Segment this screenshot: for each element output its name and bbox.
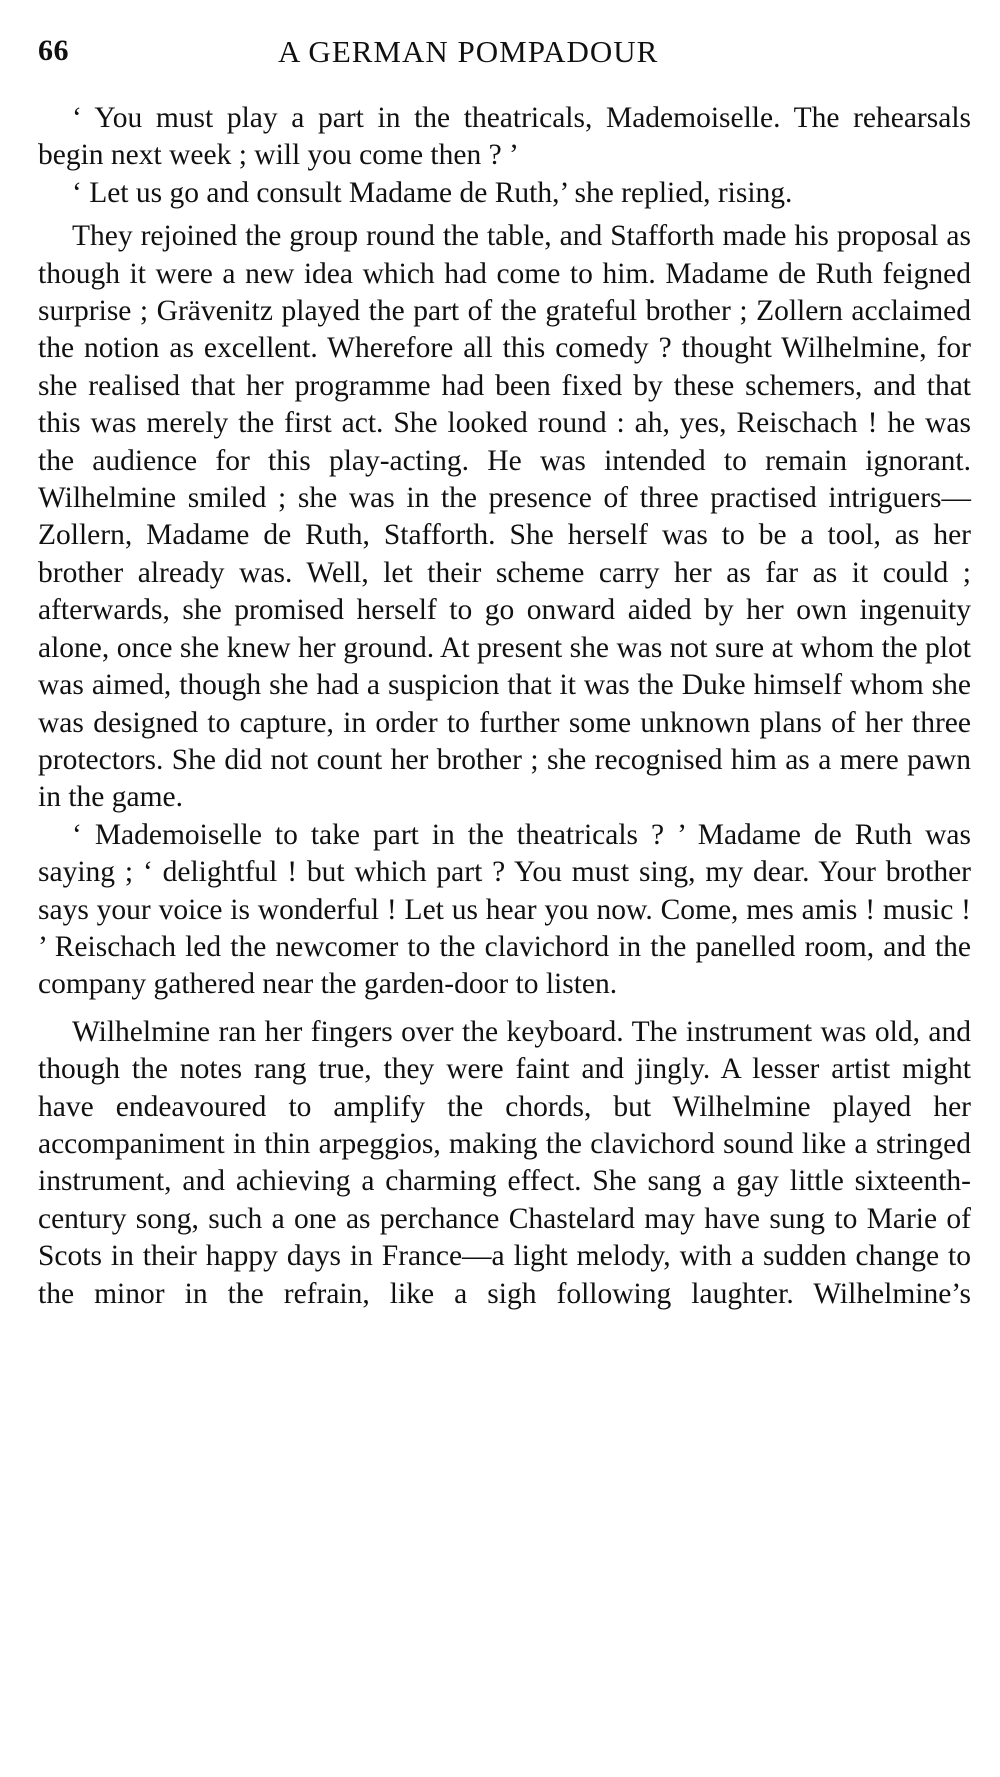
page-number: 66: [38, 34, 69, 67]
paragraph-4: ‘ Mademoiselle to take part in the theatricals ? ’ Madame de Ruth was saying ; ‘ delightful ! but which part ? You must sing, my dear. Your brother says your voice is wonderful ! Let us hear you now. Come, mes amis ! music ! ’ Reischach led the newcomer to the clavichord in the panelled room, and the company gathered near the garden-door to listen.: [38, 818, 971, 1001]
paragraph-3: They rejoined the group round the table, and Stafforth made his proposal as though it were a new idea which had come to him. Madame de Ruth feigned surprise ; Grävenitz played the part of the grateful brother ; Zollern acclaimed the notion as excellent. Wherefore all this comedy ? thought Wilhelmine, for she realised that her programme had been fixed by these schemers, and that this was merely the first act. She looked round : ah, yes, Reischach ! he was the audience for this play-acting. He was intended to remain ignorant. Wilhelmine smiled ; she was in the presence of three practised intriguers—Zollern, Madame de Ruth, Stafforth. She herself was to be a tool, as her brother already was. Well, let their scheme carry her as far as it could ; afterwards, she promised herself to go onward aided by her own ingenuity alone, once she knew her ground. At present she was not sure at whom the plot was aimed, though she had a suspicion that it was the Duke himself whom she was designed to capture, in order to further some unknown plans of her three protectors. She did not count her brother ; she recognised him as a mere pawn in the game.: [38, 220, 971, 814]
body-text: [38, 100, 971, 1313]
paragraph-1: ‘ You must play a part in the theatricals, Mademoiselle. The rehearsals begin next week ; will you come then ? ’: [38, 102, 971, 172]
paragraph-2: ‘ Let us go and consult Madame de Ruth,’ she replied, rising.: [72, 176, 793, 209]
paragraph-5: Wilhelmine ran her fingers over the keyboard. The instrument was old, and though the notes rang true, they were faint and jingly. A lesser artist might have endeavoured to amplify the chords, but Wilhelmine played her accompaniment in thin arpeggios, making the clavichord sound like a stringed instrument, and achieving a charming effect. She sang a gay little sixteenth-century song, such a one as perchance Chastelard may have sung to Marie of Scots in their happy days in France—a light melody, with a sudden change to the minor in the refrain, like a sigh following laughter. Wilhelmine’s: [38, 1015, 971, 1310]
running-head: A GERMAN POMPADOUR: [278, 34, 659, 69]
page-header: [38, 34, 971, 76]
